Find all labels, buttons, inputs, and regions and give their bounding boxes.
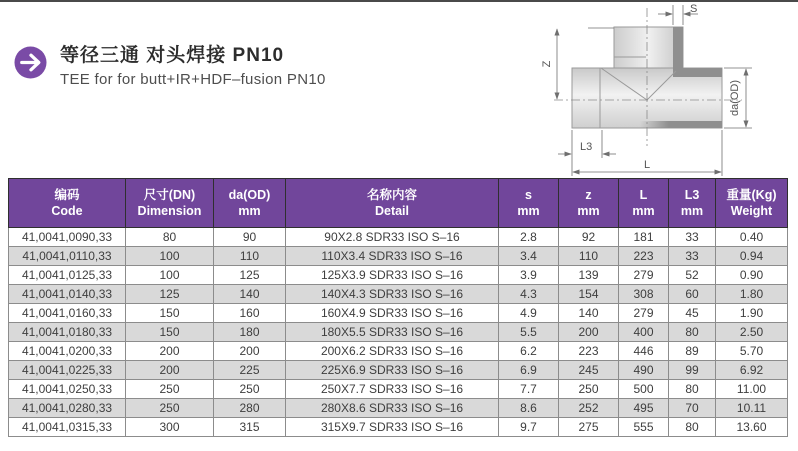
column-header-zh: 重量(Kg) [726,188,777,202]
table-row [9,247,788,266]
dim-label-s: S [690,3,698,15]
cell-2: 200 [214,342,286,361]
spec-table [8,178,788,437]
cell-8: 1.80 [716,285,788,304]
cell-3: 90X2.8 SDR33 ISO S–16 [286,228,499,247]
cell-2: 110 [214,247,286,266]
column-header-en: mm [238,204,261,218]
column-header-zh: 尺寸(DN) [143,188,196,202]
cell-2: 160 [214,304,286,323]
cell-8: 5.70 [716,342,788,361]
cell-7: 80 [669,323,716,342]
cell-6: 279 [619,266,669,285]
cell-6: 495 [619,399,669,418]
page-subtitle: TEE for for butt+IR+HDF–fusion PN10 [60,71,326,88]
column-header-en: Code [51,204,83,218]
cell-0: 41,0041,0160,33 [9,304,126,323]
cell-0: 41,0041,0250,33 [9,380,126,399]
cell-1: 125 [126,285,214,304]
cell-2: 125 [214,266,286,285]
cell-5: 250 [559,380,619,399]
cell-1: 150 [126,323,214,342]
cell-3: 140X4.3 SDR33 ISO S–16 [286,285,499,304]
cell-5: 275 [559,418,619,437]
cell-7: 89 [669,342,716,361]
cell-5: 252 [559,399,619,418]
cell-1: 100 [126,247,214,266]
cell-0: 41,0041,0180,33 [9,323,126,342]
cell-6: 555 [619,418,669,437]
cell-0: 41,0041,0140,33 [9,285,126,304]
cell-7: 33 [669,228,716,247]
cell-7: 33 [669,247,716,266]
dim-label-da-od: da(OD) [729,79,741,117]
column-header-2 [214,179,286,228]
cell-2: 315 [214,418,286,437]
cell-3: 180X5.5 SDR33 ISO S–16 [286,323,499,342]
table-row [9,361,788,380]
column-header-4 [499,179,559,228]
cell-3: 160X4.9 SDR33 ISO S–16 [286,304,499,323]
column-header-zh: L3 [684,188,700,202]
header-row [9,179,788,228]
cell-4: 5.5 [499,323,559,342]
table-row [9,418,788,437]
cell-7: 60 [669,285,716,304]
cell-4: 7.7 [499,380,559,399]
column-header-zh: 编码 [54,188,80,202]
cell-5: 223 [559,342,619,361]
column-header-zh: z [585,188,592,202]
cell-3: 125X3.9 SDR33 ISO S–16 [286,266,499,285]
cell-4: 2.8 [499,228,559,247]
page-title: 等径三通 对头焊接 PN10 [60,45,285,66]
cell-4: 6.9 [499,361,559,380]
cell-7: 80 [669,380,716,399]
cell-2: 225 [214,361,286,380]
cell-5: 200 [559,323,619,342]
column-header-zh: L [639,188,648,202]
cell-5: 154 [559,285,619,304]
cell-4: 4.3 [499,285,559,304]
spec-table-head [9,179,788,228]
cell-8: 0.90 [716,266,788,285]
cell-0: 41,0041,0200,33 [9,342,126,361]
dim-label-l3: L3 [580,141,593,153]
cell-8: 2.50 [716,323,788,342]
cell-2: 180 [214,323,286,342]
cell-4: 4.9 [499,304,559,323]
cell-2: 280 [214,399,286,418]
cell-8: 11.00 [716,380,788,399]
dim-label-z: Z [541,60,553,68]
cell-6: 279 [619,304,669,323]
column-header-en: Weight [730,204,773,218]
cell-6: 308 [619,285,669,304]
cell-1: 150 [126,304,214,323]
tee-fitting-diagram [500,0,798,178]
column-header-zh: 名称内容 [366,188,417,202]
cell-3: 315X9.7 SDR33 ISO S–16 [286,418,499,437]
cell-5: 110 [559,247,619,266]
cell-3: 280X8.6 SDR33 ISO S–16 [286,399,499,418]
cell-1: 80 [126,228,214,247]
column-header-3 [286,179,499,228]
page-header [14,44,326,90]
cell-7: 99 [669,361,716,380]
cell-6: 446 [619,342,669,361]
column-header-6 [619,179,669,228]
column-header-zh: s [525,188,532,202]
cell-3: 225X6.9 SDR33 ISO S–16 [286,361,499,380]
column-header-5 [559,179,619,228]
cell-1: 100 [126,266,214,285]
cell-8: 0.94 [716,247,788,266]
table-row [9,304,788,323]
cell-0: 41,0041,0315,33 [9,418,126,437]
arrow-right-icon [14,46,47,79]
column-header-en: mm [517,204,540,218]
cell-6: 490 [619,361,669,380]
table-row [9,399,788,418]
cell-5: 139 [559,266,619,285]
cell-8: 0.40 [716,228,788,247]
cell-7: 52 [669,266,716,285]
table-row [9,266,788,285]
cell-1: 300 [126,418,214,437]
column-header-1 [126,179,214,228]
cell-3: 110X3.4 SDR33 ISO S–16 [286,247,499,266]
cell-6: 500 [619,380,669,399]
cell-6: 223 [619,247,669,266]
cell-4: 9.7 [499,418,559,437]
cell-0: 41,0041,0280,33 [9,399,126,418]
cell-1: 250 [126,399,214,418]
cell-3: 250X7.7 SDR33 ISO S–16 [286,380,499,399]
cell-2: 90 [214,228,286,247]
cell-4: 3.9 [499,266,559,285]
table-row [9,380,788,399]
cell-7: 80 [669,418,716,437]
cell-0: 41,0041,0090,33 [9,228,126,247]
cell-5: 245 [559,361,619,380]
cell-8: 13.60 [716,418,788,437]
cell-1: 200 [126,361,214,380]
cell-2: 250 [214,380,286,399]
column-header-0 [9,179,126,228]
cell-4: 6.2 [499,342,559,361]
cell-4: 8.6 [499,399,559,418]
cell-0: 41,0041,0225,33 [9,361,126,380]
column-header-zh: da(OD) [228,188,271,202]
spec-table-body [9,228,788,437]
table-row [9,285,788,304]
cell-1: 200 [126,342,214,361]
table-row [9,342,788,361]
column-header-en: mm [680,204,704,218]
cell-6: 400 [619,323,669,342]
column-header-en: Dimension [137,204,202,218]
cell-8: 1.90 [716,304,788,323]
column-header-7 [669,179,716,228]
cell-0: 41,0041,0125,33 [9,266,126,285]
column-header-8 [716,179,788,228]
cell-7: 70 [669,399,716,418]
column-header-en: mm [577,204,600,218]
cell-7: 45 [669,304,716,323]
cell-5: 140 [559,304,619,323]
cell-5: 92 [559,228,619,247]
cell-4: 3.4 [499,247,559,266]
cell-1: 250 [126,380,214,399]
column-header-en: Detail [374,204,410,218]
cell-8: 6.92 [716,361,788,380]
dim-label-l: L [644,159,651,171]
table-row [9,228,788,247]
cell-2: 140 [214,285,286,304]
column-header-en: mm [632,204,655,218]
cell-3: 200X6.2 SDR33 ISO S–16 [286,342,499,361]
table-row [9,323,788,342]
cell-8: 10.11 [716,399,788,418]
cell-6: 181 [619,228,669,247]
cell-0: 41,0041,0110,33 [9,247,126,266]
